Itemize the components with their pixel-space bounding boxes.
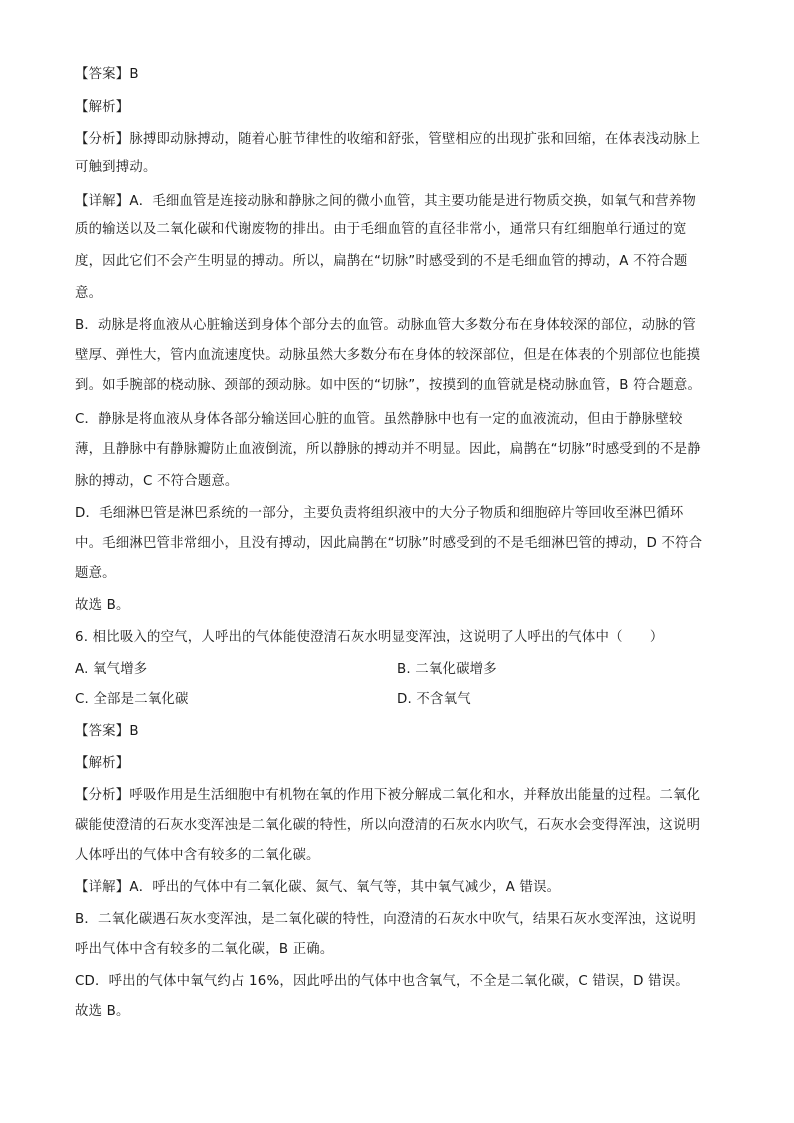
q6-option-b: B. 二氧化碳增多 [397,662,497,677]
q5-detail-line: 到。如手腕部的桡动脉、颈部的颈动脉。如中医的“切脉”，按摸到的血管就是桡动脉血管，B 符合题意。 [75,378,702,393]
q6-answer: 【答案】B [75,724,139,739]
q6-analysis-line: 人体呼出的气体中含有较多的二氧化碳。 [75,848,320,863]
q6-detail-line: 【详解】A．呼出的气体中有二氧化碳、氮气、氧气等，其中氧气减少，A 错误。 [75,880,561,895]
q5-detail-line: C．静脉是将血液从身体各部分输送回心脏的血管。虽然静脉中也有一定的血液流动，但由于静脉壁较 [75,412,683,427]
q6-analysis-header: 【解析】 [75,756,130,771]
q5-answer: 【答案】B [75,67,139,82]
q5-detail-line: 【详解】A．毛细血管是连接动脉和静脉之间的微小血管，其主要功能是进行物质交换，如氧气和营养物 [75,194,696,209]
q6-option-d: D. 不含氧气 [397,692,471,707]
q5-detail-line: 质的输送以及二氧化碳和代谢废物的排出。由于毛细血管的直径非常小，通常只有红细胞单行通过的宽 [75,222,687,237]
q5-analysis-line: 【分析】脉搏即动脉搏动，随着心脏节律性的收缩和舒张，管壁相应的出现扩张和回缩，在体表浅动脉上 [75,132,701,147]
q6-option-c: C. 全部是二氧化碳 [75,692,189,707]
q6-analysis-line: 【分析】呼吸作用是生活细胞中有机物在氧的作用下被分解成二氧化和水，并释放出能量的过程。二氧化 [75,788,701,803]
q5-detail-line: 题意。 [75,566,116,581]
q5-detail-line: B．动脉是将血液从心脏输送到身体个部分去的血管。动脉血管大多数分布在身体较深的部位，动脉的管 [75,318,696,333]
q6-conclusion: 故选 B。 [75,1004,130,1019]
q6-option-a: A. 氧气增多 [75,662,148,677]
q5-detail-line: 壁厚、弹性大，管内血流速度快。动脉虽然大多数分布在身体的较深部位，但是在体表的个别部位也能摸 [75,348,701,363]
q5-detail-line: D．毛细淋巴管是淋巴系统的一部分，主要负责将组织液中的大分子物质和细胞碎片等回收至淋巴循环 [75,506,684,521]
q6-detail-line: 呼出气体中含有较多的二氧化碳，B 正确。 [75,942,334,957]
q5-detail-line: 意。 [75,286,103,301]
q6-detail-line: CD．呼出的气体中氧气约占 16%，因此呼出的气体中也含氧气，不全是二氧化碳，C 错误，D 错误。 [75,974,689,989]
q6-detail-line: B．二氧化碳遇石灰水变浑浊，是二氧化碳的特性，向澄清的石灰水中吹气，结果石灰水变浑浊，这说明 [75,912,696,927]
q5-detail-line: 脉的搏动，C 不符合题意。 [75,474,239,489]
q5-analysis-line: 可触到搏动。 [75,160,157,175]
q5-detail-line: 中。毛细淋巴管非常细小，且没有搏动，因此扁鹊在“切脉”时感受到的不是毛细淋巴管的搏动，D 不符合 [75,536,703,551]
q6-stem: 6. 相比吸入的空气，人呼出的气体能使澄清石灰水明显变浑浊，这说明了人呼出的气体中（ ） [75,630,664,645]
q5-conclusion: 故选 B。 [75,598,130,613]
q5-detail-line: 度，因此它们不会产生明显的搏动。所以，扁鹊在“切脉”时感受到的不是毛细血管的搏动，A 不符合题 [75,254,688,269]
q5-detail-line: 薄，且静脉中有静脉瓣防止血液倒流，所以静脉的搏动并不明显。因此，扁鹊在“切脉”时感受到的不是静 [75,442,701,457]
q6-analysis-line: 碳能使澄清的石灰水变浑浊是二氧化碳的特性，所以向澄清的石灰水内吹气，石灰水会变得浑浊，这说明 [75,818,701,833]
q5-analysis-header: 【解析】 [75,100,130,115]
